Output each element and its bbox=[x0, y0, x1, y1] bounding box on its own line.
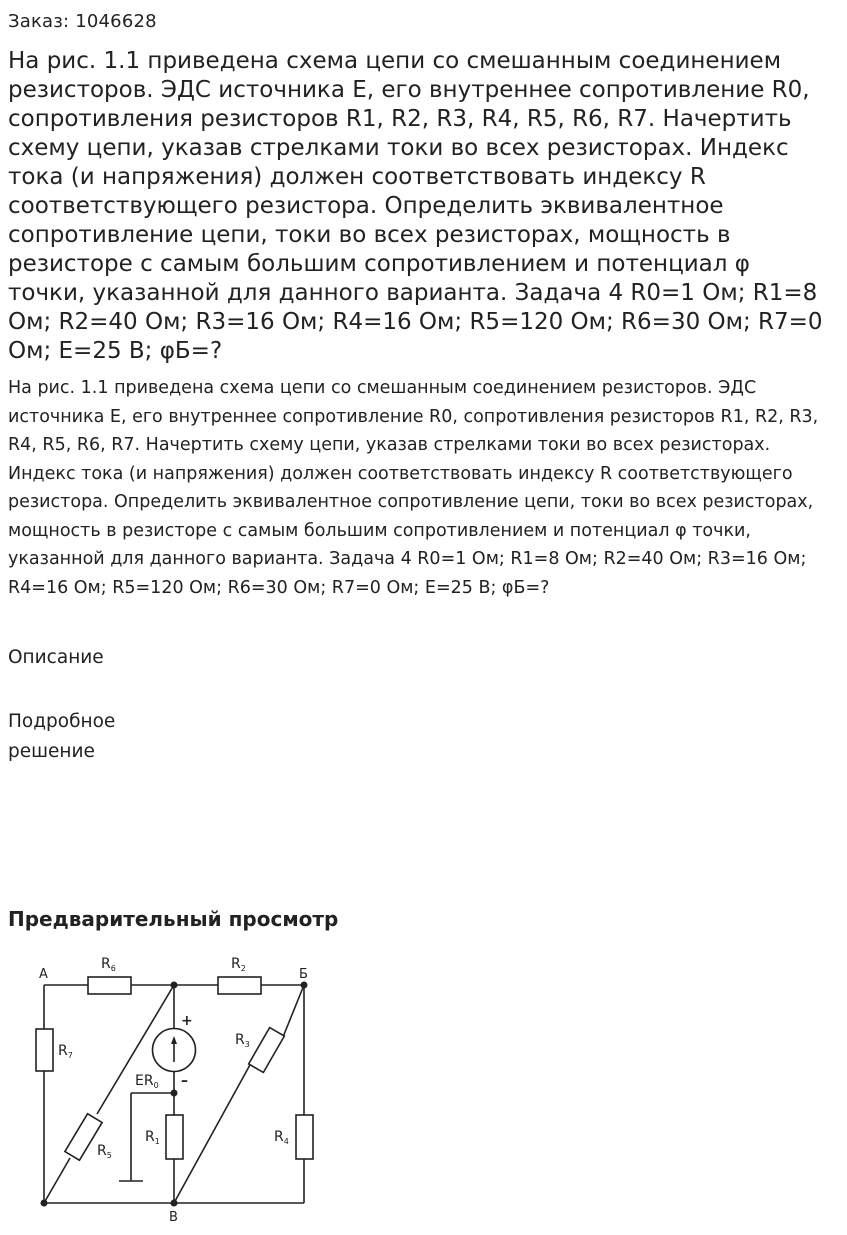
node-label-v: В bbox=[169, 1210, 178, 1225]
order-number: Заказ: 1046628 bbox=[8, 11, 157, 32]
voltage-source bbox=[153, 1029, 196, 1072]
resistor-label-r2: $R_2$ bbox=[231, 956, 246, 973]
source-label: $ER_0$ bbox=[135, 1073, 159, 1090]
resistor-r3 bbox=[249, 1028, 285, 1073]
resistor-r6 bbox=[88, 977, 131, 994]
task-description: На рис. 1.1 приведена схема цепи со смешанным соединением резисторов. ЭДС источника E, его внутреннее сопротивление R0, сопротивления резисторов R1, R2, R3, R4, R5, R6, R7. Начертить схему цепи, указав стрелками токи во всех резисторах. Индекс тока (и напряжения) должен соответствовать индексу R соответствующего резистора. Определить эквивалентное сопротивление цепи, токи во всех резисторах, мощность в резисторе с самым большим сопротивлением и потенциал φ точки, указанной для данного варианта. Задача 4 R0=1 Ом; R1=8 Ом; R2=40 Ом; R3=16 Ом; R4=16 Ом; R5=120 Ом; R6=30 Ом; R7=0 Ом; E=25 В; φБ=? bbox=[8, 378, 819, 598]
node-label-b: Б bbox=[299, 967, 308, 982]
resistor-label-r7: $R_7$ bbox=[58, 1043, 73, 1060]
resistor-label-r1: $R_1$ bbox=[145, 1129, 160, 1146]
node-label-a: А bbox=[39, 967, 48, 982]
resistor-r2 bbox=[218, 977, 261, 994]
preview-heading: Предварительный просмотр bbox=[8, 907, 339, 931]
circuit-diagram bbox=[0, 940, 340, 1232]
task-title: На рис. 1.1 приведена схема цепи со смешанным соединением резисторов. ЭДС источника E, его внутреннее сопротивление R0, сопротивления резисторов R1, R2, R3, R4, R5, R6, R7. Начертить схему цепи, указав стрелками токи во всех резисторах. Индекс тока (и напряжения) должен соответствовать индексу R соответствующего резистора. Определить эквивалентное сопротивление цепи, токи во всех резисторах, мощность в резисторе с самым большим сопротивлением и потенциал φ точки, указанной для данного варианта. Задача 4 R0=1 Ом; R1=8 Ом; R2=40 Ом; R3=16 Ом; R4=16 Ом; R5=120 Ом; R6=30 Ом; R7=0 Ом; E=25 В; φБ=? bbox=[8, 48, 823, 364]
resistor-label-r5: $R_5$ bbox=[97, 1143, 112, 1160]
description-label: Описание bbox=[8, 647, 104, 668]
resistor-label-r3: $R_3$ bbox=[235, 1032, 250, 1049]
resistor-label-r4: $R_4$ bbox=[274, 1129, 289, 1146]
source-minus-label: – bbox=[181, 1073, 188, 1089]
resistor-label-r6: $R_6$ bbox=[101, 956, 116, 973]
resistor-r7 bbox=[36, 1029, 53, 1071]
resistor-r4 bbox=[296, 1115, 313, 1159]
resistor-r1 bbox=[166, 1115, 183, 1159]
source-plus-label: + bbox=[181, 1013, 193, 1029]
detailed-solution-label: Подробное решение bbox=[8, 711, 116, 762]
